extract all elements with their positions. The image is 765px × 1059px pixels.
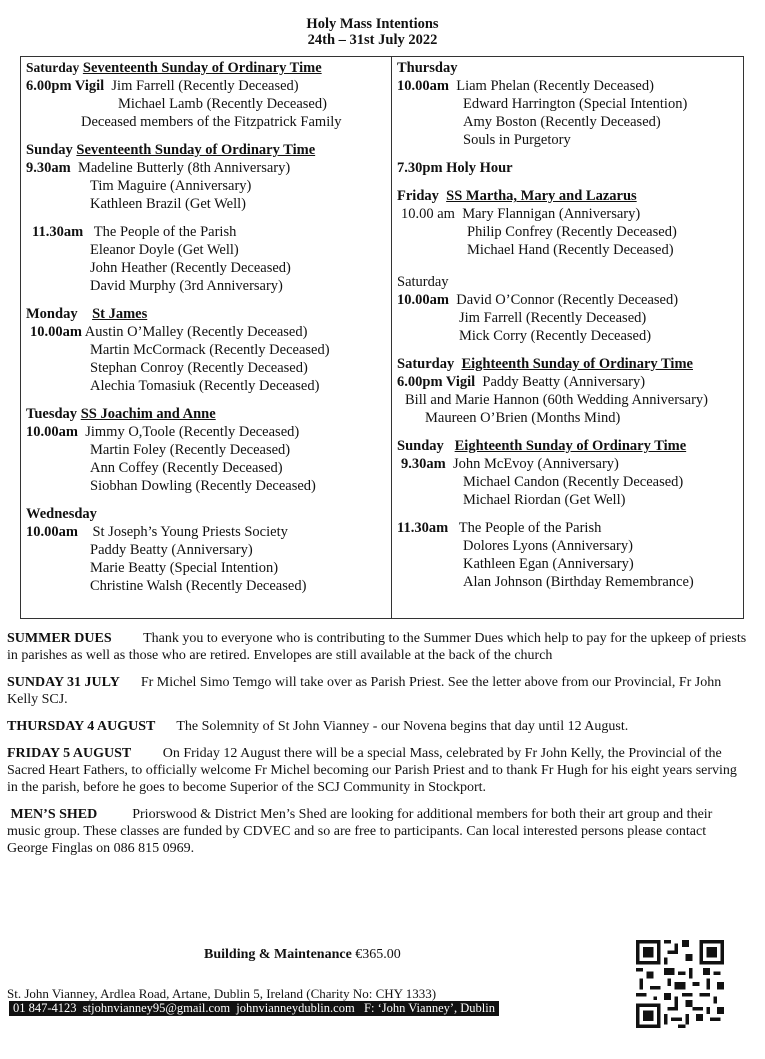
title-text: Holy Mass Intentions: [306, 16, 439, 32]
mass-time: 10.00am: [30, 324, 82, 340]
intention: Mick Corry (Recently Deceased): [459, 328, 652, 344]
notice-text: Priorswood & District Men’s Shed are looking for additional members for both their art group and their music group. These classes are funded by CDVEC and so are free to participants. Can local interested persons please contact George Finglas on 086 815 0969.: [7, 807, 713, 856]
intention: Madeline Butterly (8th Anniversary): [77, 160, 291, 176]
notice-mens-shed: [7, 806, 747, 857]
feast-label: SS Martha, Mary and Lazarus: [446, 188, 637, 204]
intention: Bill and Marie Hannon (60th Wedding Anniversary): [405, 392, 709, 408]
intention: Jim Farrell (Recently Deceased): [459, 310, 647, 326]
intention: Dolores Lyons (Anniversary): [463, 538, 633, 554]
intention: Martin Foley (Recently Deceased): [90, 442, 291, 458]
qr-code: [636, 940, 724, 1028]
intention: Edward Harrington (Special Intention): [463, 96, 688, 112]
day-label: Saturday: [397, 274, 449, 290]
wednesday-section: [26, 505, 386, 595]
mass-time: 6.00pm Vigil: [397, 374, 476, 390]
day-label: Tuesday: [26, 406, 78, 422]
intention: Michael Riordan (Get Well): [463, 492, 626, 508]
intention: Marie Beatty (Special Intention): [90, 560, 279, 576]
mass-time: 10.00 am: [401, 206, 455, 222]
intention: Jim Farrell (Recently Deceased): [111, 78, 299, 94]
intention: John McEvoy (Anniversary): [452, 456, 619, 472]
mass-time: 10.00am: [397, 292, 449, 308]
notice-text: The Solemnity of St John Vianney - our Novena begins that day until 12 August.: [176, 719, 629, 734]
intention: Martin McCormack (Recently Deceased): [90, 342, 330, 358]
intention: Tim Maguire (Anniversary): [90, 178, 252, 194]
intention: Kathleen Egan (Anniversary): [463, 556, 634, 572]
thursday-section: [397, 59, 743, 177]
feast-label: Seventeenth Sunday of Ordinary Time: [82, 60, 322, 76]
day-label: Sunday: [397, 438, 444, 454]
building-amount: €365.00: [355, 947, 401, 962]
monday-section: [26, 305, 386, 395]
feast-label: SS Joachim and Anne: [80, 406, 216, 422]
intention: Philip Confrey (Recently Deceased): [467, 224, 677, 240]
intention: The People of the Parish: [458, 520, 602, 536]
intention: Christine Walsh (Recently Deceased): [90, 578, 307, 594]
intention: Michael Candon (Recently Deceased): [463, 474, 684, 490]
notice-text: Fr Michel Simo Temgo will take over as Parish Priest. See the letter above from our Provincial, Fr John Kelly SCJ.: [7, 675, 722, 707]
intention: Amy Boston (Recently Deceased): [463, 114, 661, 130]
mass-time: 10.00am: [26, 524, 78, 540]
day-label: Friday: [397, 188, 439, 204]
mass-time: 9.30am: [401, 456, 446, 472]
intention: Deceased members of the Fitzpatrick Family: [81, 114, 342, 130]
intention: Kathleen Brazil (Get Well): [90, 196, 246, 212]
intention: Eleanor Doyle (Get Well): [90, 242, 239, 258]
notice-heading: SUMMER DUES: [7, 631, 112, 646]
parish-address: St. John Vianney, Ardlea Road, Artane, Dublin 5, Ireland (Charity No: CHY 1333): [7, 986, 437, 1001]
tuesday-section: [26, 405, 386, 495]
intention: Austin O’Malley (Recently Deceased): [84, 324, 308, 340]
mass-time: 9.30am: [26, 160, 71, 176]
mass-time: 6.00pm Vigil: [26, 78, 105, 94]
notice-heading: THURSDAY 4 AUGUST: [7, 719, 156, 734]
friday-section: [397, 187, 743, 259]
intention: Mary Flannigan (Anniversary): [462, 206, 641, 222]
intention: Alechia Tomasiuk (Recently Deceased): [90, 378, 320, 394]
saturday-vigil-section: [397, 355, 743, 427]
mass-time: 11.30am: [32, 224, 84, 240]
notices: [7, 630, 747, 867]
notice-heading: MEN’S SHED: [10, 807, 98, 822]
sunday-section: [26, 141, 386, 295]
notice-summer-dues: [7, 630, 747, 664]
feast-label: Eighteenth Sunday of Ordinary Time: [461, 356, 693, 372]
feast-label: Seventeenth Sunday of Ordinary Time: [76, 142, 316, 158]
intention: John Heather (Recently Deceased): [90, 260, 291, 276]
intention: David Murphy (3rd Anniversary): [90, 278, 283, 294]
day-label: Monday: [26, 306, 78, 322]
intention: Siobhan Dowling (Recently Deceased): [90, 478, 316, 494]
intention: Jimmy O,Toole (Recently Deceased): [85, 424, 300, 440]
day-label: Thursday: [397, 60, 458, 76]
day-label: Wednesday: [26, 506, 97, 522]
intention: Liam Phelan (Recently Deceased): [456, 78, 654, 94]
contact-bar: 01 847-4123 stjohnvianney95@gmail.com johnvianneydublin.com F: ‘John Vianney’, Dublin: [9, 1001, 499, 1016]
intention: The People of the Parish: [93, 224, 237, 240]
intention: David O’Connor (Recently Deceased): [456, 292, 679, 308]
sunday-section-right: [397, 437, 743, 591]
date-range: 24th – 31st July 2022: [307, 32, 438, 48]
intention: Maureen O’Brien (Months Mind): [425, 410, 621, 426]
intention: Michael Hand (Recently Deceased): [467, 242, 674, 258]
intention: Stephan Conroy (Recently Deceased): [90, 360, 308, 376]
notice-heading: FRIDAY 5 AUGUST: [7, 746, 132, 761]
intention: Ann Coffey (Recently Deceased): [90, 460, 283, 476]
notice-text: Thank you to everyone who is contributing to the Summer Dues which help to pay for the upkeep of priests in parishes as well as those who are retired. Envelopes are still available at the back of the church: [7, 631, 747, 663]
mass-intentions-table: [20, 56, 744, 619]
saturday-morning-section: [397, 273, 743, 345]
holy-hour: 7.30pm Holy Hour: [397, 160, 513, 176]
building-maintenance: [204, 946, 401, 964]
notice-friday-5-august: [7, 745, 747, 796]
column-divider: [391, 57, 392, 618]
intention: Paddy Beatty (Anniversary): [482, 374, 646, 390]
day-label: Saturday: [397, 356, 455, 372]
intention: St Joseph’s Young Priests Society: [92, 524, 288, 540]
notice-text: On Friday 12 August there will be a special Mass, celebrated by Fr John Kelly, the Provincial of the Sacred Heart Fathers, to officially welcome Fr Michel becoming our Parish Priest and to thank Fr Hugh for his eight years serving in the parish, before he goes to become Superior of the SCJ Community in Stockport.: [7, 746, 737, 795]
notice-heading: SUNDAY 31 JULY: [7, 675, 120, 690]
mass-time: 11.30am: [397, 520, 449, 536]
intention: Alan Johnson (Birthday Remembrance): [463, 574, 694, 590]
left-column: [26, 59, 386, 605]
building-label: Building & Maintenance: [204, 947, 352, 962]
intention: Souls in Purgetory: [463, 132, 571, 148]
saturday-section: [26, 59, 386, 131]
day-label: Sunday: [26, 142, 73, 158]
page-title: [0, 16, 745, 48]
mass-time: 10.00am: [26, 424, 78, 440]
notice-sunday-31-july: [7, 674, 747, 708]
intention: Michael Lamb (Recently Deceased): [118, 96, 327, 112]
day-label: Saturday: [26, 60, 80, 75]
right-column: [397, 59, 743, 601]
intention: Paddy Beatty (Anniversary): [90, 542, 253, 558]
notice-thursday-4-august: [7, 718, 747, 735]
feast-label: St James: [92, 306, 148, 322]
mass-time: 10.00am: [397, 78, 449, 94]
feast-label: Eighteenth Sunday of Ordinary Time: [454, 438, 687, 454]
